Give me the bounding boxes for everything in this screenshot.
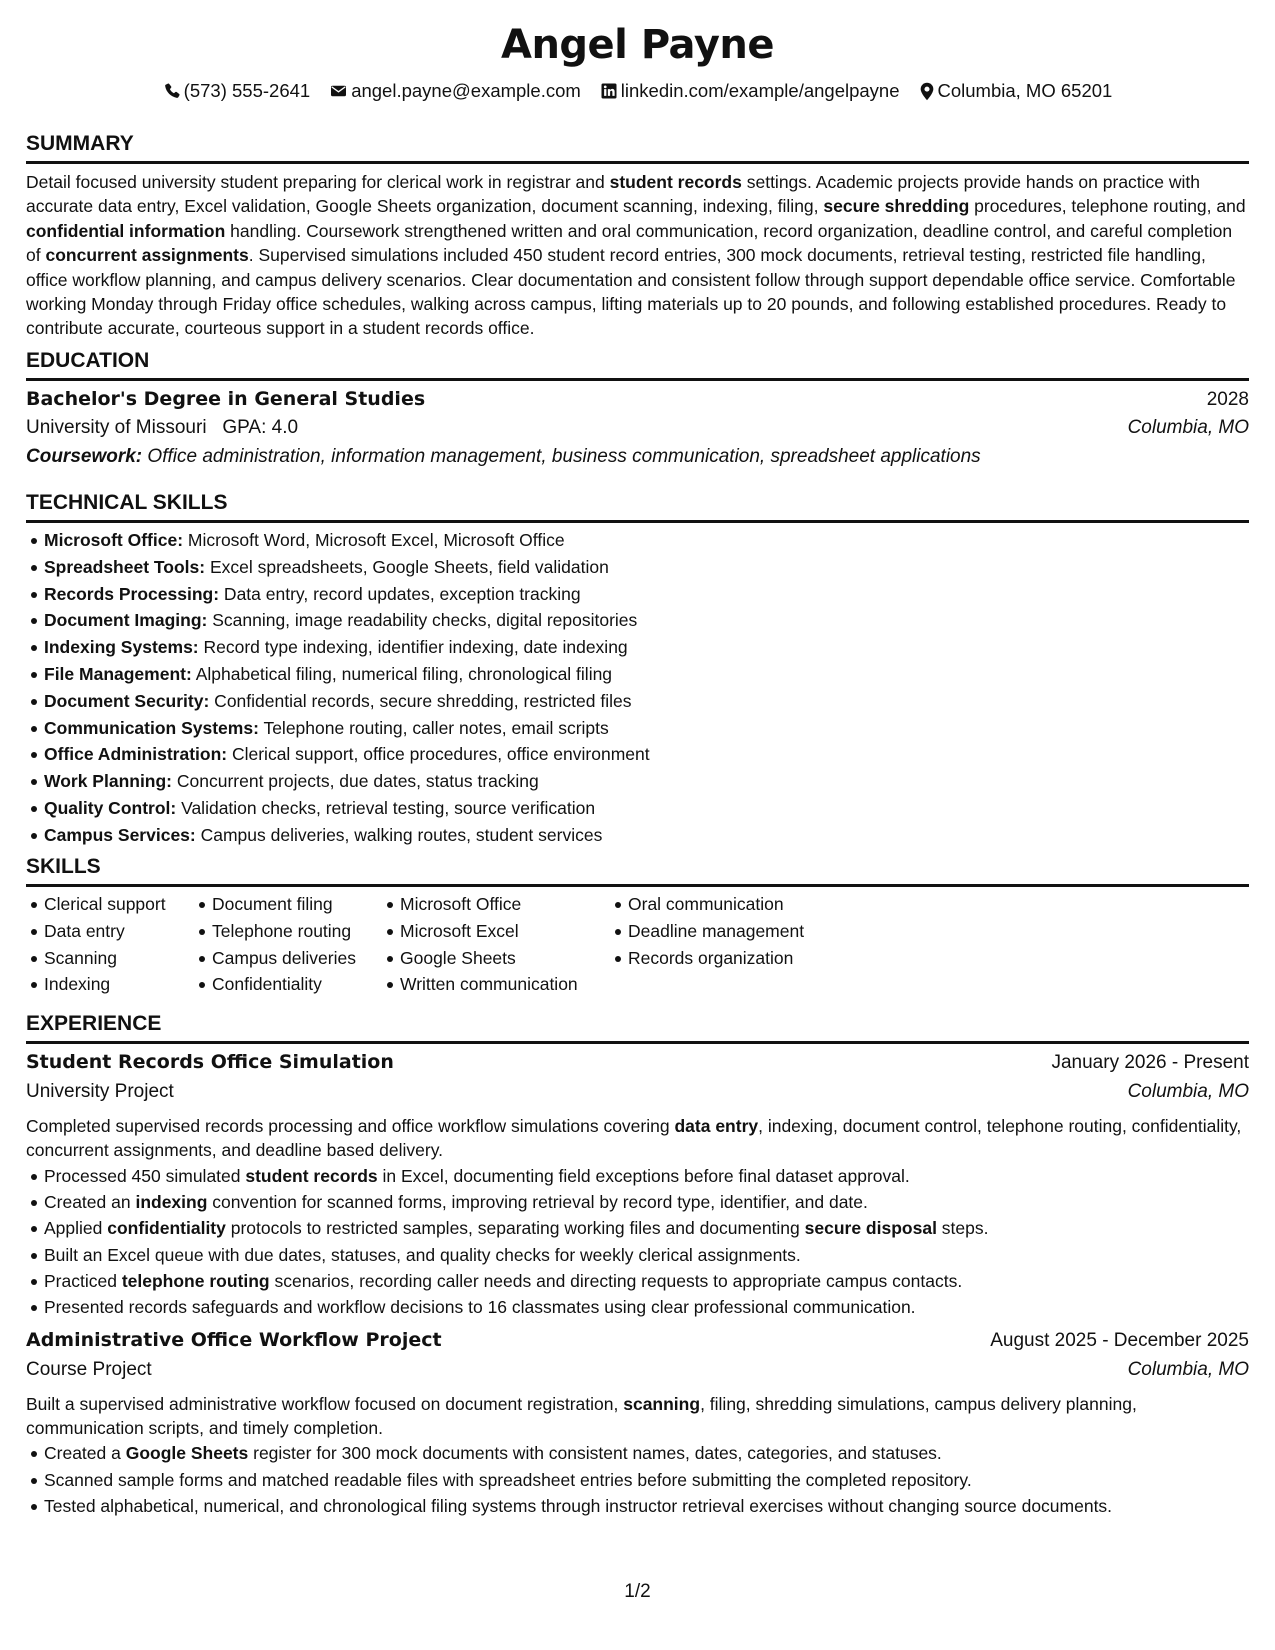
map-pin-icon [919, 82, 935, 101]
skill-category: File Management: [44, 663, 192, 684]
contact-location [919, 80, 1113, 102]
job-bullet [26, 1294, 1249, 1320]
text-run: Built an Excel queue with due dates, statuses, and quality checks for weekly clerical assignments. [44, 1244, 801, 1265]
skill-category: Office Administration: [44, 744, 228, 765]
emphasized-text: confidential information [26, 220, 226, 241]
text-run: Processed 450 simulated [44, 1165, 246, 1186]
skill-details: Microsoft Word, Microsoft Excel, Microsoft Office [183, 530, 565, 550]
coursework-text: Office administration, information management, business communication, spreadsheet applications [147, 446, 981, 467]
experience-entry [26, 1329, 1249, 1520]
education-location: Columbia, MO [1127, 417, 1249, 438]
technical-skill-item [26, 554, 1249, 581]
skills-column [610, 891, 830, 998]
summary-text [26, 170, 1249, 341]
skills-column [26, 891, 194, 998]
skills-columns [26, 891, 1249, 998]
technical-skill-item [26, 741, 1249, 768]
contact-linkedin[interactable] [600, 80, 900, 102]
job-bullet [26, 1242, 1249, 1268]
organization: Course Project [26, 1358, 152, 1380]
emphasized-text: Google Sheets [125, 1443, 249, 1464]
technical-skill-item [26, 527, 1249, 554]
education-section [26, 347, 1249, 475]
resume-page [26, 0, 1249, 1650]
phone-text: (573) 555-2641 [183, 80, 311, 101]
skill-details: Concurrent projects, due dates, status tracking [172, 771, 539, 792]
skill-category: Indexing Systems: [44, 637, 199, 658]
education-row-2 [26, 417, 1249, 446]
education-row-1 [26, 388, 1249, 417]
skill-item: Scanning [26, 945, 194, 972]
linkedin-icon [600, 82, 618, 100]
job-location: Columbia, MO [1127, 1081, 1249, 1102]
location-text: Columbia, MO 65201 [937, 80, 1113, 101]
emphasized-text: scanning [623, 1393, 701, 1414]
skill-category: Spreadsheet Tools: [44, 556, 206, 577]
text-run: convention for scanned forms, improving retrieval by record type, identifier, and date. [207, 1192, 868, 1213]
emphasized-text: concurrent assignments [45, 245, 249, 266]
skill-item: Google Sheets [382, 945, 610, 972]
school-line [26, 417, 298, 439]
contact-bar [26, 80, 1249, 102]
skill-item: Deadline management [610, 918, 830, 945]
emphasized-text: indexing [135, 1192, 208, 1213]
job-bullet [26, 1440, 1249, 1466]
skill-category: Campus Services: [44, 824, 196, 845]
technical-skill-item [26, 607, 1249, 634]
job-dates: August 2025 - December 2025 [990, 1329, 1249, 1351]
emphasized-text: confidentiality [107, 1218, 226, 1239]
skill-item: Records organization [610, 945, 830, 972]
job-bullet [26, 1215, 1249, 1241]
email-text: angel.payne@example.com [351, 80, 581, 101]
job-summary [26, 1114, 1249, 1163]
text-run: in Excel, documenting field exceptions before final dataset approval. [377, 1165, 910, 1186]
degree-title: Bachelor's Degree in General Studies [26, 388, 426, 410]
coursework-line [26, 446, 1249, 475]
skill-category: Records Processing: [44, 583, 220, 604]
job-bullet [26, 1268, 1249, 1294]
skills-column [194, 891, 382, 998]
text-run: procedures, telephone routing, and [969, 196, 1246, 217]
skill-details: Clerical support, office procedures, office environment [227, 744, 650, 765]
job-bullet [26, 1467, 1249, 1493]
page-number: 1/2 [624, 1581, 651, 1602]
graduation-year: 2028 [1206, 389, 1249, 410]
experience-entries [26, 1051, 1249, 1519]
job-bullets [26, 1163, 1249, 1321]
skill-item: Oral communication [610, 891, 830, 918]
coursework-label: Coursework: [26, 446, 143, 467]
job-dates: January 2026 - Present [1051, 1052, 1249, 1073]
linkedin-text: linkedin.com/example/angelpayne [620, 80, 900, 101]
section-divider [26, 884, 1249, 887]
skill-item: Campus deliveries [194, 945, 382, 972]
skill-item: Indexing [26, 971, 194, 998]
skill-details: Confidential records, secure shredding, restricted files [209, 690, 632, 711]
skill-details: Validation checks, retrieval testing, source verification [176, 797, 596, 818]
text-run: , filing, shredding simulations, campus delivery planning, communication scripts, and timely completion. [26, 1393, 1137, 1438]
skill-details: Campus deliveries, walking routes, student services [195, 824, 603, 845]
skill-category: Work Planning: [44, 771, 173, 792]
text-run: Built a supervised administrative workflow focused on document registration, [26, 1393, 624, 1414]
contact-phone[interactable] [163, 80, 311, 102]
skill-details: Excel spreadsheets, Google Sheets, field validation [205, 556, 609, 577]
emphasized-text: secure shredding [823, 196, 970, 217]
technical-skill-item [26, 581, 1249, 608]
job-bullet [26, 1189, 1249, 1215]
technical-skills-heading: TECHNICAL SKILLS [26, 491, 228, 514]
text-run: Practiced [44, 1271, 122, 1291]
skill-category: Quality Control: [44, 797, 177, 818]
technical-skill-item [26, 715, 1249, 742]
section-divider [26, 520, 1249, 523]
skills-column [382, 891, 610, 998]
text-run: Completed supervised records processing and office workflow simulations covering [26, 1116, 675, 1136]
gpa: GPA: 4.0 [222, 417, 299, 438]
section-divider [26, 378, 1249, 381]
text-run: , indexing, document control, telephone routing, confidentiality, concurrent assignments, and deadline based delivery. [26, 1116, 1242, 1161]
text-run: Created a [44, 1443, 126, 1464]
skill-item: Microsoft Office [382, 891, 610, 918]
job-title: Student Records Office Simulation [26, 1051, 394, 1073]
job-summary [26, 1392, 1249, 1441]
contact-email[interactable] [329, 80, 581, 102]
skill-category: Document Imaging: [44, 610, 208, 631]
job-bullets [26, 1440, 1249, 1519]
skills-heading: SKILLS [26, 855, 101, 878]
experience-section [26, 1010, 1249, 1519]
experience-org-row [26, 1081, 1249, 1112]
section-divider [26, 1041, 1249, 1044]
technical-skill-item [26, 688, 1249, 715]
phone-icon [163, 82, 181, 100]
technical-skill-item [26, 795, 1249, 822]
job-title: Administrative Office Workflow Project [26, 1328, 442, 1351]
skill-item: Clerical support [26, 891, 194, 918]
organization: University Project [26, 1081, 174, 1102]
emphasized-text: data entry [674, 1116, 759, 1136]
emphasized-text: secure disposal [804, 1218, 937, 1239]
text-run: Scanned sample forms and matched readable files with spreadsheet entries before submitting the completed repository. [44, 1469, 972, 1490]
text-run: scenarios, recording caller needs and directing requests to appropriate campus contacts. [269, 1271, 963, 1291]
school-name: University of Missouri [26, 417, 207, 438]
experience-header-row [26, 1051, 1249, 1081]
skill-details: Record type indexing, identifier indexing, date indexing [198, 637, 628, 658]
skill-item: Microsoft Excel [382, 918, 610, 945]
job-bullet [26, 1163, 1249, 1189]
skill-item: Data entry [26, 918, 194, 945]
text-run: Created an [44, 1192, 136, 1213]
text-run: settings. Academic projects provide hands on practice with accurate data entry, Excel validation, Google Sheets organization, document scanning, indexing, filing, [26, 172, 1201, 217]
technical-skill-item [26, 661, 1249, 688]
technical-skill-item [26, 768, 1249, 795]
section-divider [26, 161, 1249, 164]
skill-item: Telephone routing [194, 918, 382, 945]
skill-item: Written communication [382, 971, 610, 998]
text-run: . Supervised simulations included 450 student record entries, 300 mock documents, retrieval testing, restricted file handling, office workflow planning, and campus delivery scenarios. Clear documentation and consistent follow through support dependable office service. Comfortable working Monday through Friday office schedules, walking across campus, lifting materials up to 20 pounds, and following established procedures. Ready to contribute accurate, courteous support in a student records office. [26, 245, 1236, 339]
summary-section [26, 130, 1249, 341]
text-run: Tested alphabetical, numerical, and chronological filing systems through instructor retrieval exercises without changing source documents. [44, 1496, 1113, 1516]
candidate-name: Angel Payne [500, 22, 774, 68]
skill-category: Document Security: [44, 690, 210, 711]
experience-header-row [26, 1329, 1249, 1359]
text-run: register for 300 mock documents with consistent names, dates, categories, and statuses. [248, 1443, 942, 1464]
education-heading: EDUCATION [26, 349, 150, 372]
skill-category: Communication Systems: [44, 717, 259, 738]
emphasized-text: student records [245, 1165, 378, 1186]
job-location: Columbia, MO [1127, 1358, 1249, 1380]
text-run: Detail focused university student preparing for clerical work in registrar and [26, 172, 610, 192]
skills-section [26, 853, 1249, 998]
experience-heading: EXPERIENCE [26, 1012, 162, 1035]
technical-skill-item [26, 822, 1249, 849]
emphasized-text: telephone routing [121, 1271, 270, 1291]
skill-details: Scanning, image readability checks, digital repositories [207, 610, 638, 631]
experience-org-row [26, 1359, 1249, 1390]
technical-skills-section [26, 489, 1249, 849]
experience-entry [26, 1051, 1249, 1321]
skill-item: Confidentiality [194, 971, 382, 998]
technical-skill-item [26, 634, 1249, 661]
text-run: Applied [44, 1218, 108, 1239]
text-run: handling. Coursework strengthened written and oral communication, record organization, deadline control, and careful completion of [26, 220, 1233, 266]
skill-item: Document filing [194, 891, 382, 918]
envelope-icon [329, 82, 348, 100]
text-run: protocols to restricted samples, separating working files and documenting [225, 1218, 805, 1239]
skill-details: Data entry, record updates, exception tracking [219, 583, 581, 604]
skill-details: Telephone routing, caller notes, email scripts [258, 717, 609, 738]
summary-heading: SUMMARY [26, 132, 134, 155]
text-run: Presented records safeguards and workflow decisions to 16 classmates using clear professional communication. [44, 1297, 916, 1318]
job-bullet [26, 1493, 1249, 1519]
text-run: steps. [936, 1218, 989, 1239]
technical-skills-list [26, 527, 1249, 849]
emphasized-text: student records [609, 172, 742, 192]
skill-details: Alphabetical filing, numerical filing, chronological filing [191, 663, 613, 684]
skill-category: Microsoft Office: [44, 530, 184, 550]
